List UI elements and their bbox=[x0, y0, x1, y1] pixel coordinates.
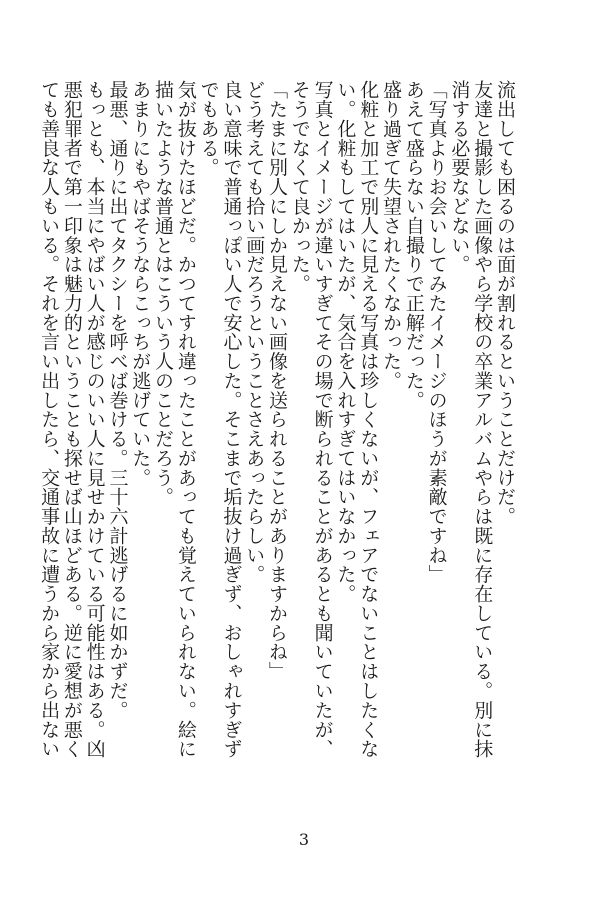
text-line: 写真とイメージが違いすぎてその場で断られることがあるとも聞いていたが、そうでなくて良かった。 bbox=[288, 80, 334, 759]
text-line: あえて盛らない自撮りで正解だった。 bbox=[402, 80, 425, 410]
text-line: 「たまに別人にしか見えない画像を送られることがありますからね」 bbox=[266, 80, 289, 681]
text-line: 化粧と加工で別人に見える写真は珍しくないが、フェアでないことはしたくない。化粧もしてはいたが、気合を入れすぎてはいなかった。 bbox=[334, 80, 380, 759]
text-line: 気が抜けたほどだ。かつてすれ違ったことがあっても覚えていられない。絵に描いたような普通とはこういう人のことだろう。 bbox=[152, 80, 197, 759]
text-line: 友達と撮影した画像やら学校の卒業アルバムやらは既に存在している。別に抹消する必要などない。 bbox=[448, 80, 494, 759]
text-line: どう考えても拾い画だろうということさえあったらしい。 bbox=[243, 80, 266, 584]
text-line: 「写真よりお会いしてみたイメージのほうが素敵ですね」 bbox=[425, 80, 448, 584]
text-line: あまりにもやばそうならこっちが逃げていた。 bbox=[129, 80, 152, 487]
text-line: 流出しても困るのは面が割れるということだけだ。 bbox=[494, 80, 516, 526]
text-line: もっとも、本当にやばい人が感じのいい人に見せかけている可能性はある。凶悪犯罪者で第一印象は魅力的ということも探せば山ほどある。逆に愛想が悪くても善良な人もいる。それを言い出したら、交通事故に遭うから家から出ない bbox=[38, 80, 106, 759]
text-line: 良い意味で普通っぽい人で安心した。そこまで垢抜け過ぎず、おしゃれすぎずでもある。 bbox=[197, 80, 243, 759]
text-line: 最悪、通りに出てタクシーを呼べば巻ける。三十六計逃げるに如かずだ。 bbox=[106, 80, 129, 720]
text-line: 盛り過ぎて失望されたくなかった。 bbox=[380, 80, 403, 391]
page-number: 3 bbox=[298, 830, 310, 849]
body-text bbox=[38, 80, 516, 770]
